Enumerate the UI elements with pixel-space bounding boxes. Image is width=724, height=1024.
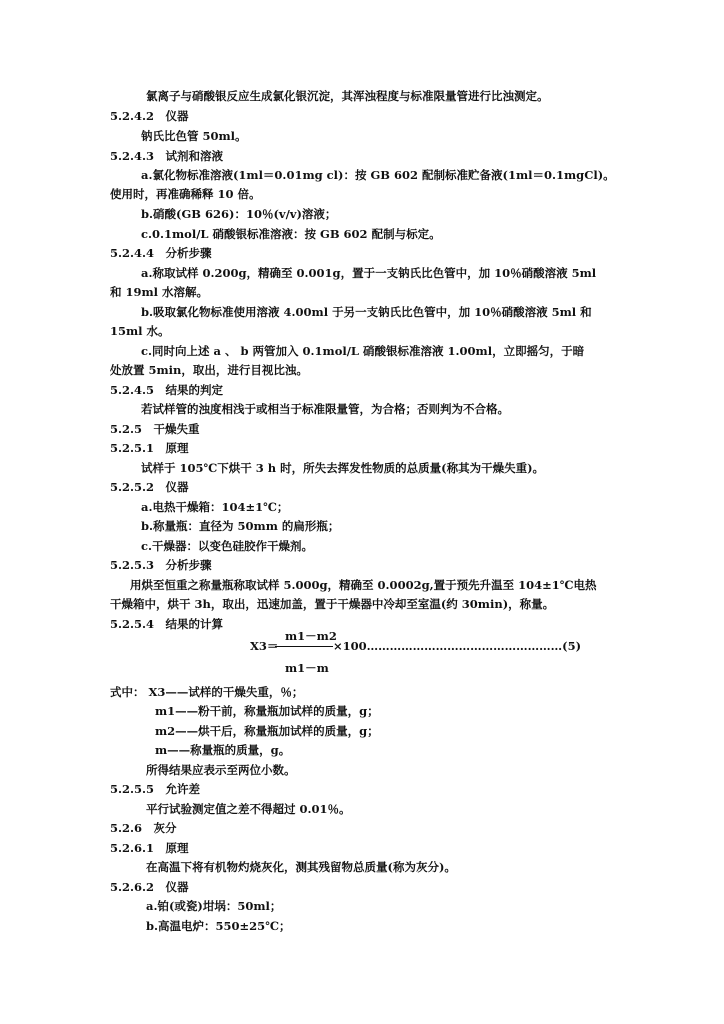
paragraph-line: 若试样管的浊度相浅于或相当于标准限量管，为合格；否则判为不合格。 bbox=[141, 402, 509, 416]
section-heading: 5.2.5.1 原理 bbox=[110, 441, 189, 455]
paragraph-line: 氯离子与硝酸银反应生成氯化银沉淀，其浑浊程度与标准限量管进行比浊测定。 bbox=[146, 89, 549, 103]
paragraph-line: a.铂(或瓷)坩埚：50ml； bbox=[146, 899, 282, 913]
formula-lhs: X3＝ bbox=[250, 639, 279, 653]
paragraph-line: 在高温下将有机物灼烧灰化，测其残留物总质量(称为灰分)。 bbox=[146, 860, 456, 874]
paragraph-line: a.称取试样 0.200g，精确至 0.001g，置于一支钠氏比色管中，加 10％硝酸溶液 5ml bbox=[141, 266, 597, 280]
paragraph-line: a.氯化物标准溶液(1ml＝0.01mg cl)：按 GB 602 配制标准贮备液(1ml＝0.1mgCl)。 bbox=[141, 168, 615, 182]
section-heading: 5.2.5.5 允许差 bbox=[110, 782, 201, 796]
paragraph-line: 式中： X3——试样的干燥失重，％； bbox=[110, 685, 304, 699]
section-heading: 5.2.4.2 仪器 bbox=[110, 109, 189, 123]
section-heading: 5.2.5 干燥失重 bbox=[110, 422, 200, 436]
paragraph-line: 试样于 105℃下烘干 3 h 时，所失去挥发性物质的总质量(称其为干燥失重)。 bbox=[141, 461, 545, 475]
section-heading: 5.2.4.3 试剂和溶液 bbox=[110, 149, 224, 163]
paragraph-line: b.高温电炉：550±25℃； bbox=[146, 919, 291, 933]
section-heading: 5.2.6.1 原理 bbox=[110, 841, 189, 855]
paragraph-line: 使用时，再准确稀释 10 倍。 bbox=[110, 187, 261, 201]
paragraph-line: 平行试验测定值之差不得超过 0.01％。 bbox=[146, 802, 351, 816]
paragraph-line: 和 19ml 水溶解。 bbox=[110, 285, 209, 299]
paragraph-line: b.吸取氯化物标准使用溶液 4.00ml 于另一支钠氏比色管中，加 10％硝酸溶液 5ml 和 bbox=[141, 305, 592, 319]
paragraph-line: c.干燥器：以变色硅胶作干燥剂。 bbox=[141, 539, 314, 553]
paragraph-line: b.称量瓶：直径为 50mm 的扁形瓶； bbox=[141, 519, 340, 533]
paragraph-line: b.硝酸(GB 626)：10％(v/v)溶液； bbox=[141, 207, 337, 221]
paragraph-line: 所得结果应表示至两位小数。 bbox=[146, 763, 296, 777]
paragraph-line: c.同时向上述 a 、 b 两管加入 0.1mol/L 硝酸银标准溶液 1.00ml，立即摇匀，于暗 bbox=[141, 344, 585, 358]
formula-denominator: m1－m bbox=[285, 661, 329, 675]
paragraph-line: 处放置 5min，取出，进行目视比浊。 bbox=[110, 363, 308, 377]
paragraph-line: m1——粉干前，称量瓶加试样的质量，g； bbox=[155, 704, 379, 718]
formula-rhs: ×100……………………………………………(5) bbox=[333, 639, 582, 653]
paragraph-line: m——称量瓶的质量，g。 bbox=[155, 743, 291, 757]
fraction-bar bbox=[275, 646, 333, 647]
section-heading: 5.2.6 灰分 bbox=[110, 821, 177, 835]
paragraph-line: 用烘至恒重之称量瓶称取试样 5.000g，精确至 0.0002g,置于预先升温至 104±1℃电热 bbox=[130, 578, 597, 592]
section-heading: 5.2.4.5 结果的判定 bbox=[110, 383, 224, 397]
paragraph-line: 15ml 水。 bbox=[110, 324, 170, 338]
section-heading: 5.2.4.4 分析步骤 bbox=[110, 246, 212, 260]
formula-numerator: m1－m2 bbox=[285, 629, 337, 643]
paragraph-line: 干燥箱中，烘干 3h，取出，迅速加盖，置于干燥器中冷却至室温(约 30min)，称量。 bbox=[110, 597, 555, 611]
section-heading: 5.2.5.3 分析步骤 bbox=[110, 558, 212, 572]
section-heading: 5.2.5.2 仪器 bbox=[110, 480, 189, 494]
section-heading: 5.2.5.4 结果的计算 bbox=[110, 617, 224, 631]
paragraph-line: c.0.1mol/L 硝酸银标准溶液：按 GB 602 配制与标定。 bbox=[141, 227, 441, 241]
paragraph-line: a.电热干燥箱：104±1℃； bbox=[141, 500, 289, 514]
paragraph-line: m2——烘干后，称量瓶加试样的质量，g； bbox=[155, 724, 379, 738]
paragraph-line: 钠氏比色管 50ml。 bbox=[141, 129, 247, 143]
section-heading: 5.2.6.2 仪器 bbox=[110, 880, 189, 894]
